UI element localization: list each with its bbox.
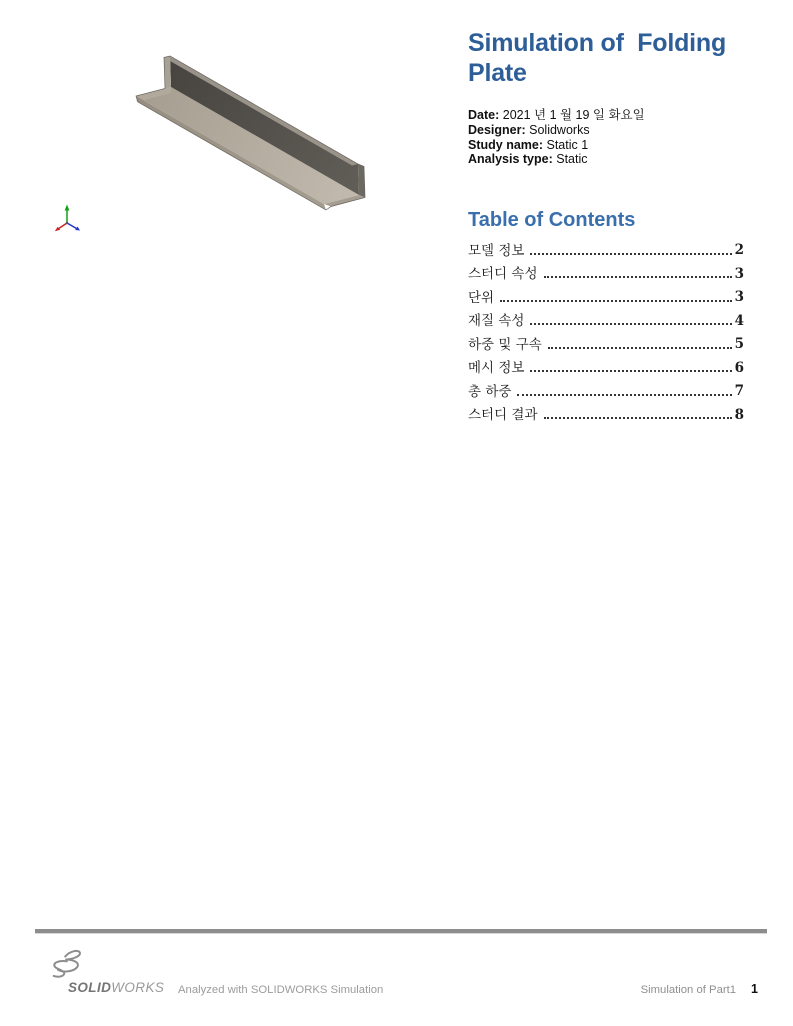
report-header: [468, 28, 748, 423]
toc-leader-dots: [517, 394, 731, 396]
toc-entry-title: 모델 정보: [468, 242, 525, 259]
toc-page-number: 8: [734, 406, 744, 423]
toc-page-number: 4: [734, 312, 744, 329]
footer-analyzed-text: Analyzed with SOLIDWORKS Simulation: [178, 984, 384, 996]
toc-entry[interactable]: [468, 329, 744, 353]
toc-entry-title: 하중 및 구속: [468, 336, 542, 353]
toc-entry[interactable]: [468, 259, 744, 283]
wordmark-light: WORKS: [111, 980, 165, 995]
toc-leader-dots: [530, 253, 731, 255]
toc-entry[interactable]: [468, 235, 744, 259]
toc-entry-title: 스터디 결과: [468, 407, 538, 424]
meta-value: Static: [552, 152, 588, 167]
folding-plate-3d-render: [125, 45, 375, 220]
meta-value: Static 1: [543, 137, 589, 152]
origin-triad-icon: [52, 202, 84, 236]
toc-entry[interactable]: [468, 353, 744, 377]
toc-leader-dots: [544, 276, 732, 278]
toc-leader-dots: [544, 417, 732, 419]
toc-entry[interactable]: [468, 306, 744, 330]
meta-label: Study name:: [468, 137, 544, 152]
toc-entry-title: 총 하중: [468, 383, 512, 400]
toc-leader-dots: [530, 370, 731, 372]
toc-entry[interactable]: [468, 376, 744, 400]
solidworks-wordmark: [68, 980, 164, 995]
page-title: Simulation of Folding Plate: [468, 29, 733, 87]
toc-entry-title: 스터디 속성: [468, 266, 538, 283]
toc-leader-dots: [500, 300, 732, 302]
toc-heading: Table of Contents: [468, 209, 636, 232]
toc-page-number: 6: [734, 359, 744, 376]
toc-entry-title: 단위: [468, 289, 495, 306]
toc-entry[interactable]: [468, 282, 744, 306]
meta-label: Analysis type:: [468, 152, 553, 167]
toc-leader-dots: [548, 347, 732, 349]
toc-page-number: 5: [734, 336, 744, 353]
ds-logo-icon: [50, 948, 92, 984]
meta-label: Date:: [468, 108, 500, 122]
wordmark-bold: SOLID: [68, 980, 112, 995]
toc-page-number: 3: [734, 265, 744, 282]
footer-page-number: 1: [751, 982, 758, 996]
meta-row: [468, 138, 748, 153]
toc-page-number: 3: [734, 289, 744, 306]
meta-value: Solidworks: [525, 122, 590, 137]
footer-doc-name: Simulation of Part1: [640, 984, 737, 996]
toc-entry-title: 재질 속성: [468, 313, 525, 330]
toc-entry[interactable]: [468, 400, 744, 424]
meta-value: 2021 년 1 월 19 일 화요일: [499, 108, 645, 122]
toc-page-number: 7: [734, 383, 744, 400]
meta-row: [468, 123, 748, 138]
toc-leader-dots: [530, 323, 731, 325]
toc-page-number: 2: [734, 242, 744, 259]
toc-entry-title: 메시 정보: [468, 360, 525, 377]
meta-block: [468, 108, 748, 167]
meta-label: Designer:: [468, 122, 526, 137]
meta-row: [468, 152, 748, 167]
footer-right: [520, 982, 758, 996]
footer-divider: [35, 929, 767, 933]
meta-row: [468, 108, 748, 123]
toc-list: [468, 235, 744, 423]
